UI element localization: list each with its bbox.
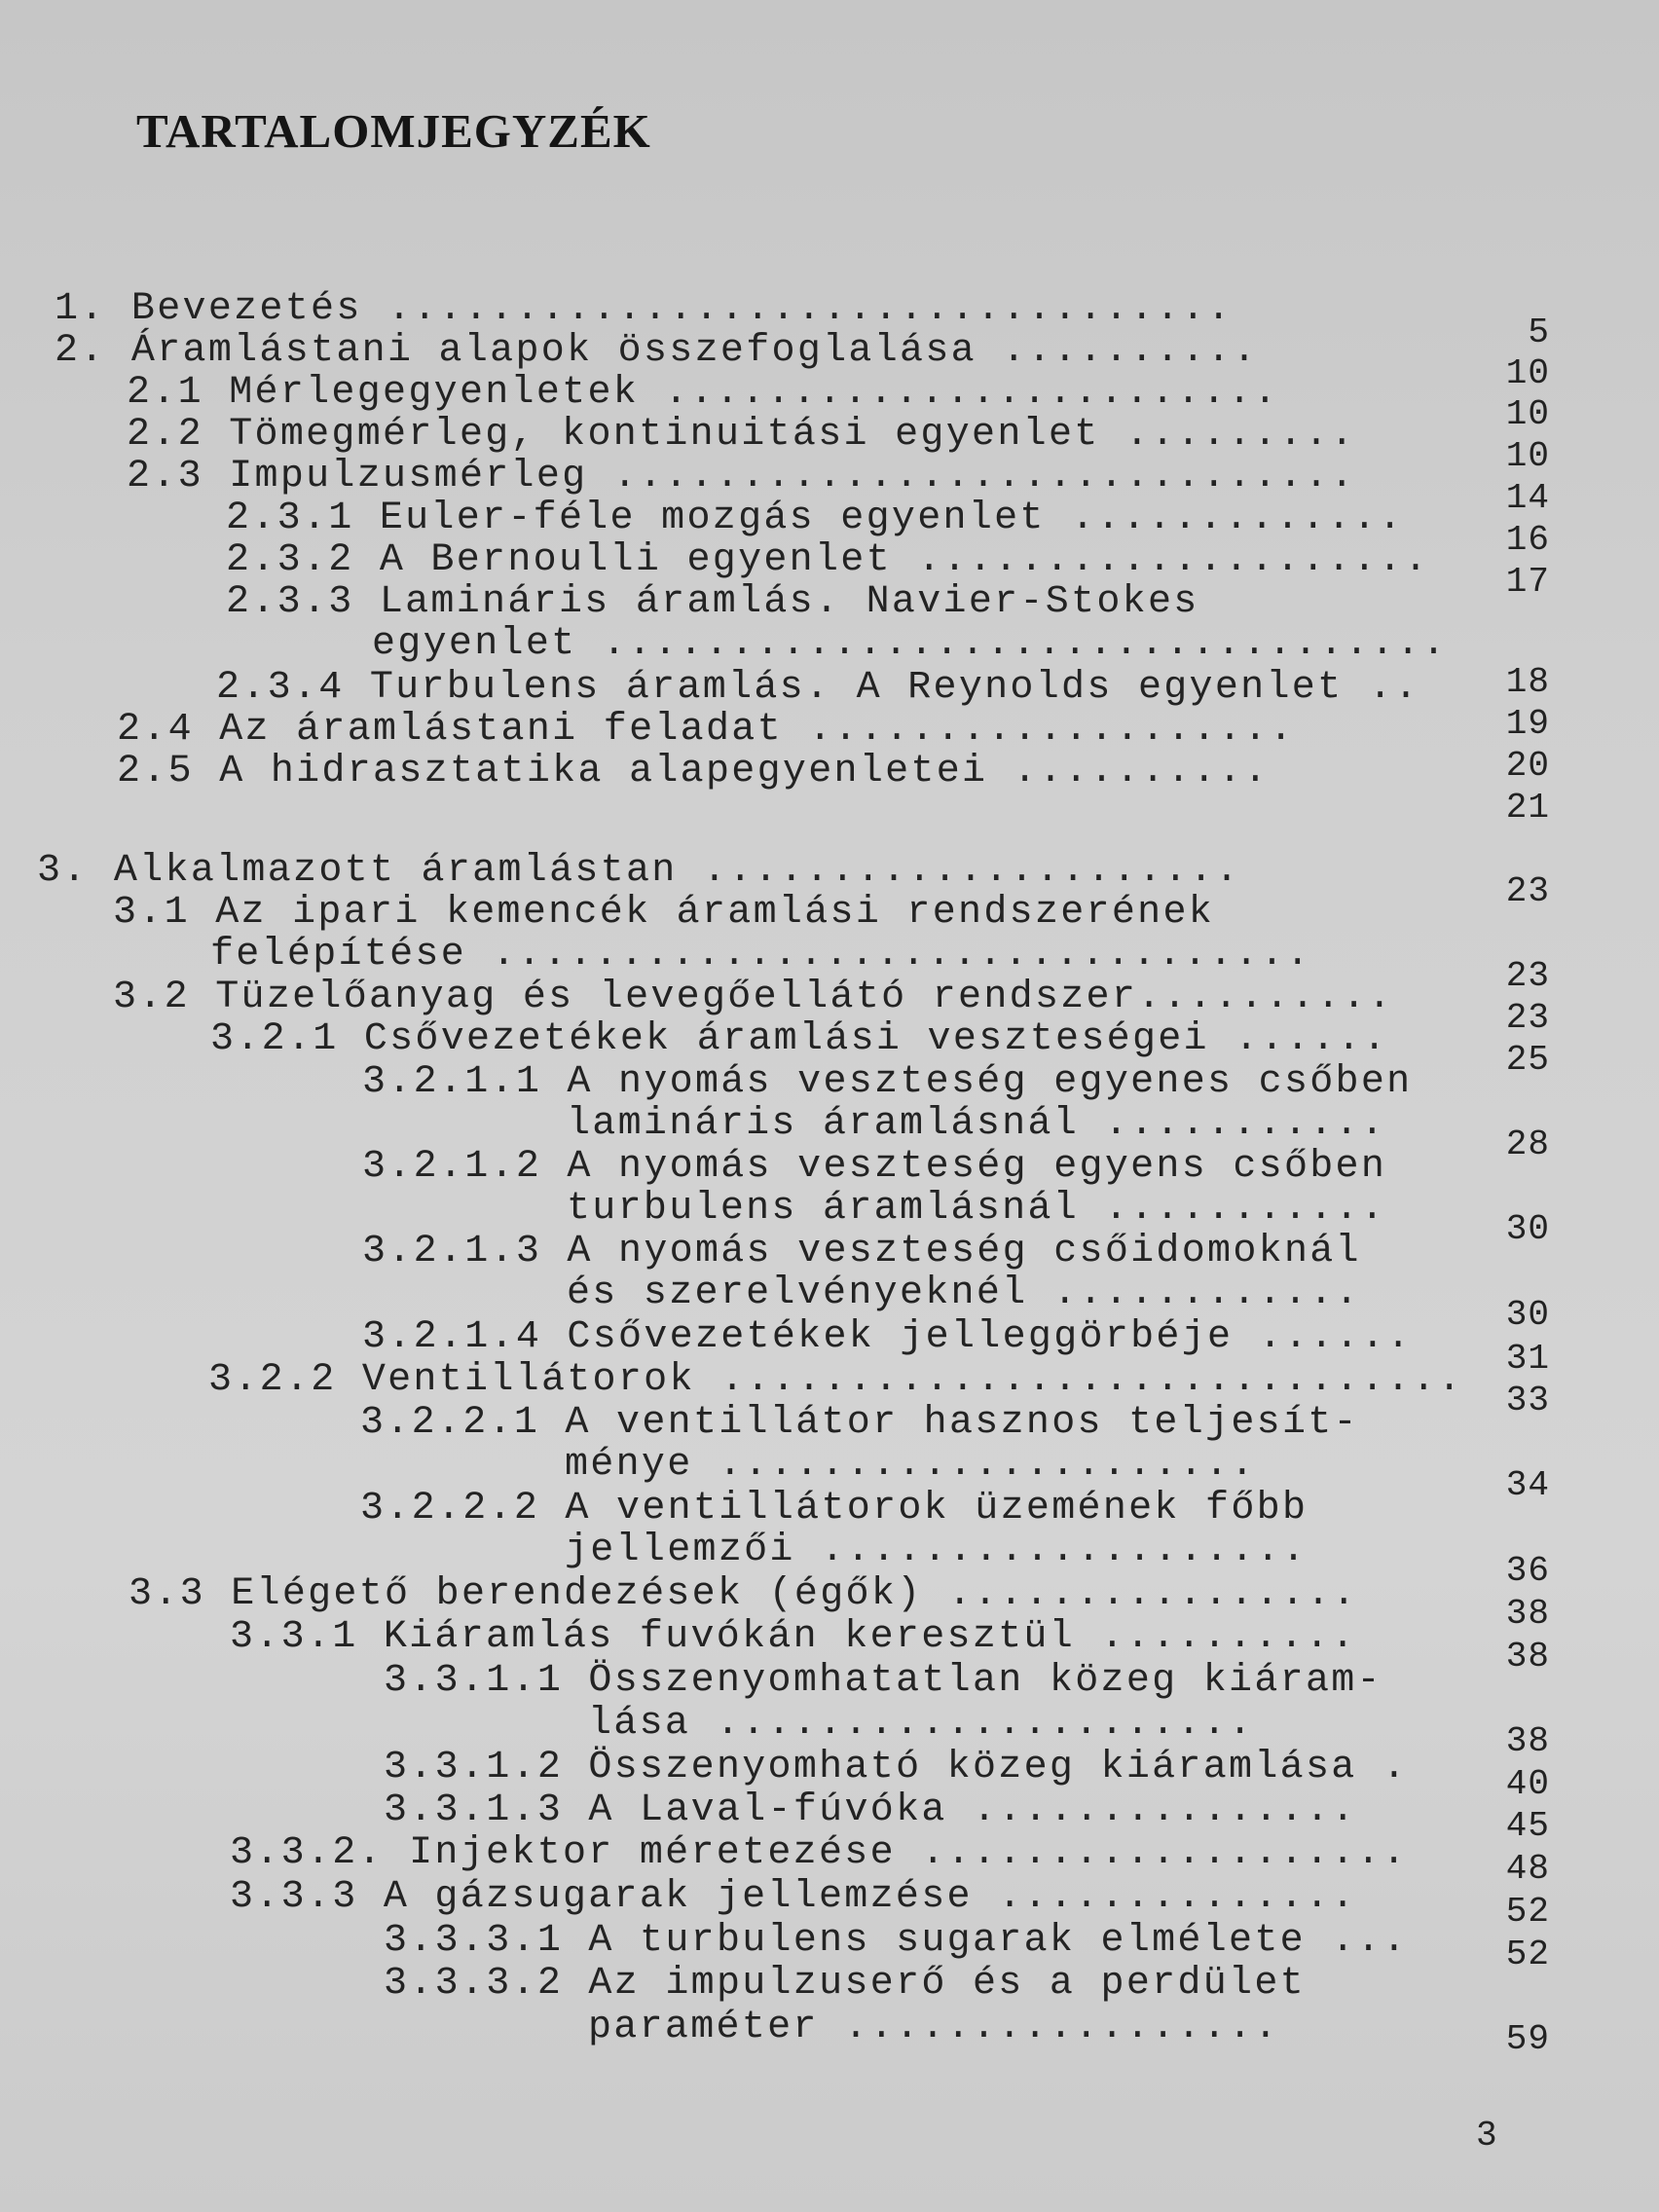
toc-entry-page: 5 <box>1528 313 1550 352</box>
toc-entry-text: 2.2 Tömegmérleg, kontinuitási egyenlet ......... <box>127 413 1356 457</box>
toc-entry-page: 23 <box>1505 998 1550 1038</box>
toc-entry-page: 52 <box>1505 1935 1550 1974</box>
toc-entry-text: turbulens áramlásnál ........... <box>567 1187 1386 1231</box>
toc-entry-text: 2.5 A hidrasztatika alapegyenletei .......... <box>117 750 1270 793</box>
toc-entry-page: 23 <box>1505 871 1550 911</box>
toc-entry-page: 59 <box>1505 2019 1550 2059</box>
toc-entry-page: 21 <box>1505 788 1550 828</box>
toc-entry-text: lamináris áramlásnál ........... <box>567 1102 1386 1146</box>
page-number: 3 <box>1476 2116 1497 2156</box>
page-title: TARTALOMJEGYZÉK <box>136 104 651 158</box>
toc-entry-text: 2.3.2 A Bernoulli egyenlet .................... <box>226 538 1430 582</box>
toc-entry-text: 3.1 Az ipari kemencék áramlási rendszerének <box>113 891 1215 935</box>
toc-entry-text: 3. Alkalmazott áramlástan ..................... <box>37 849 1241 893</box>
toc-entry-page: 33 <box>1505 1381 1550 1420</box>
toc-entry-page: 10 <box>1505 436 1550 476</box>
toc-entry-page: 45 <box>1505 1806 1550 1846</box>
toc-entry-text: 2.3.1 Euler-féle mozgás egyenlet ............. <box>226 497 1404 540</box>
toc-entry-page: 30 <box>1505 1209 1550 1249</box>
toc-entry-text: 3.3.1.1 Összenyomhatatlan közeg kiáram- <box>384 1659 1382 1703</box>
toc-entry-text: 3.2.2.2 A ventillátorok üzemének főbb <box>360 1487 1309 1530</box>
toc-entry-text: 3.3 Elégető berendezések (égők) ................ <box>129 1572 1358 1616</box>
toc-entry-page: 18 <box>1505 662 1550 702</box>
toc-entry-text: 3.3.1 Kiáramlás fuvókán keresztül .......... <box>230 1615 1357 1659</box>
toc-entry-text: 3.3.1.2 Összenyomható közeg kiáramlása . <box>384 1746 1409 1789</box>
toc-entry-text: 3.2.2.1 A ventillátor hasznos teljesít- <box>360 1401 1359 1445</box>
toc-entry-text: paraméter ................. <box>588 2006 1280 2049</box>
toc-entry-text: 3.3.1.3 A Laval-fúvóka ............... <box>384 1788 1357 1832</box>
toc-entry-page: 38 <box>1505 1594 1550 1634</box>
toc-entry-text: ménye ..................... <box>565 1443 1257 1487</box>
toc-entry-page: 19 <box>1505 704 1550 744</box>
toc-entry-page: 23 <box>1505 956 1550 996</box>
toc-entry-page: 25 <box>1505 1040 1550 1080</box>
toc-entry-page: 30 <box>1505 1295 1550 1335</box>
toc-entry-text: jellemzői ................... <box>565 1529 1308 1572</box>
toc-entry-text: 3.3.3.1 A turbulens sugarak elmélete ... <box>384 1919 1409 1963</box>
toc-entry-page: 34 <box>1505 1465 1550 1505</box>
toc-entry-page: 31 <box>1505 1339 1550 1379</box>
toc-entry-text: 3.2.1.2 A nyomás veszteség egyens csőben <box>362 1145 1387 1189</box>
toc-entry-text: 3.2.1.4 Csővezetékek jelleggörbéje ...... <box>362 1315 1413 1359</box>
toc-entry-text: 2.1 Mérlegegyenletek ........................ <box>127 371 1279 415</box>
toc-entry-page: 52 <box>1505 1892 1550 1932</box>
toc-entry-text: 3.2.1 Csővezetékek áramlási veszteségei ...... <box>210 1017 1388 1061</box>
toc-entry-page: 36 <box>1505 1551 1550 1591</box>
toc-entry-text: 3.2.1.1 A nyomás veszteség egyenes csőben <box>362 1060 1413 1104</box>
toc-entry-page: 10 <box>1505 353 1550 393</box>
toc-entry-text: egyenlet ................................. <box>372 622 1448 666</box>
toc-entry-text: 3.3.3.2 Az impulzuserő és a perdület <box>384 1962 1306 2006</box>
toc-entry-text: 3.2.2 Ventillátorok ............................. <box>208 1358 1463 1402</box>
toc-entry-text: 2.4 Az áramlástani feladat ................... <box>117 708 1295 752</box>
toc-entry-text: 2.3.4 Turbulens áramlás. A Reynolds egyenlet .. <box>216 666 1420 710</box>
toc-entry-text: 3.2.1.3 A nyomás veszteség csőidomoknál <box>362 1230 1361 1273</box>
toc-entry-page: 38 <box>1505 1721 1550 1761</box>
toc-entry-text: és szerelvényeknél ............ <box>567 1272 1361 1315</box>
toc-entry-text: felépítése ................................ <box>210 933 1312 977</box>
toc-entry-page: 40 <box>1505 1764 1550 1804</box>
toc-entry-text: 3.2 Tüzelőanyag és levegőellátó rendszer.......... <box>113 976 1394 1019</box>
toc-entry-page: 38 <box>1505 1637 1550 1677</box>
toc-entry-text: 2.3 Impulzusmérleg ............................. <box>127 455 1356 498</box>
toc-entry-text: 1. Bevezetés ................................. <box>55 287 1233 331</box>
toc-entry-page: 14 <box>1505 478 1550 518</box>
toc-entry-page: 48 <box>1505 1849 1550 1889</box>
toc-entry-page: 10 <box>1505 394 1550 434</box>
toc-entry-text: 3.3.3 A gázsugarak jellemzése .............. <box>230 1875 1357 1919</box>
toc-entry-page: 28 <box>1505 1124 1550 1164</box>
toc-entry-text: 2. Áramlástani alapok összefoglalása .......... <box>55 329 1259 373</box>
toc-entry-text: lása ..................... <box>588 1702 1254 1746</box>
toc-entry-page: 17 <box>1505 562 1550 602</box>
toc-entry-page: 20 <box>1505 746 1550 786</box>
toc-entry-text: 2.3.3 Lamináris áramlás. Navier-Stokes <box>226 580 1199 624</box>
toc-entry-page: 16 <box>1505 520 1550 560</box>
toc-entry-text: 3.3.2. Injektor méretezése ................... <box>230 1831 1408 1875</box>
